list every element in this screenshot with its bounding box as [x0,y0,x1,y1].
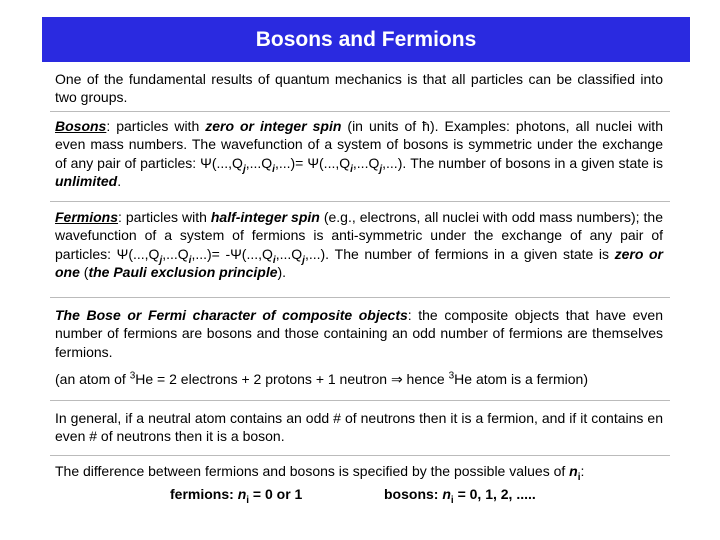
fermions-eq: ,...). [304,245,335,262]
example-line [55,370,663,388]
divider [50,455,670,456]
difference-sub: i [577,471,581,483]
bosons-eq: Ψ(...,Q [200,154,243,171]
difference-line [55,462,663,483]
divider [50,111,670,112]
bosons-eq: ,...Q [352,154,380,171]
divider [50,400,670,401]
bosons-eq: ,...). [382,154,411,171]
bosons-values [384,486,536,506]
eq-sub: j [302,254,305,266]
bosons-count: . [117,172,122,189]
fermions-term: Fermions [55,209,119,225]
fermions-text: : particles with [118,209,211,225]
bosons-values-value: = 0, 1, 2, ..... [453,486,536,502]
eq-sub: j [159,254,163,266]
eq-sub: i [350,163,353,175]
bosons-text: : particles with [106,118,206,134]
fermions-count: ). [277,263,287,280]
composite-paragraph [55,306,663,361]
fermions-eq: ,...Q [162,245,189,262]
bosons-spin: zero or integer spin [205,118,342,134]
bosons-term: Bosons [55,118,107,134]
fermions-values-label: fermions: [170,486,238,502]
eq-sub: i [188,254,192,266]
example-text: He = 2 electrons + 2 protons + 1 neutron [135,371,391,387]
divider [50,201,670,202]
fermions-count: ( [79,263,89,280]
fermions-eq: ,...Q [275,245,303,262]
intro-paragraph: One of the fundamental results of quantum mechanics is that all particles can be classified into two groups. [55,71,663,106]
fermions-eq: Ψ(...,Q [116,245,160,262]
fermions-count: The number of fermions in a given state is [334,245,615,262]
page-title: Bosons and Fermions [255,27,477,51]
eq-sub: j [242,163,246,175]
difference-text: The difference between fermions and bosons is specified by the possible values of [55,463,570,479]
eq-sub: i [272,254,276,266]
composite-head: The Bose or Fermi character of composite objects [55,307,408,323]
example-text: (an atom of [55,371,130,387]
fermions-eq: ,...)= -Ψ(...,Q [191,245,273,262]
fermions-paragraph [55,208,663,281]
mass-number: 3 [448,370,455,382]
composite-body: : the composite objects that have even number of fermions are bosons and those containing an odd number of fermions are themselves fermions. [55,307,663,360]
implies-icon: ⇒ [390,371,403,387]
fermions-spin: half-integer spin [210,209,320,225]
bosons-eq: ,...)= Ψ(...,Q [274,154,351,171]
mass-number: 3 [129,370,136,382]
bosons-paragraph [55,117,663,190]
bosons-eq: ,...Q [245,154,273,171]
bosons-count: The number of bosons in a given state is [410,154,663,171]
bosons-values-label: bosons: [384,486,443,502]
fermions-values-var: n [237,486,247,502]
fermions-values-value: = 0 or 1 [249,486,303,502]
fermions-values [170,486,303,506]
fermions-values-sub: i [246,494,250,506]
bosons-count-value: unlimited [55,172,118,189]
pauli-principle: the Pauli exclusion principle [88,263,278,280]
eq-sub: i [272,163,275,175]
title-bar [42,17,690,62]
bosons-values-sub: i [450,494,454,506]
bosons-desc: (in units of ħ). Examples: photons, all nuclei with even mass numbers. The wavefunction of a system of bosons is symmetric under the exchange of any pair of particles: [55,118,663,171]
general-paragraph: In general, if a neutral atom contains an odd # of neutrons then it is a fermion, and if it contains en even # of neutrons then it is a boson. [55,410,663,445]
example-text: He atom is a fermion) [454,371,588,387]
difference-colon: : [580,463,585,479]
bosons-values-var: n [442,486,451,502]
difference-var: n [569,463,578,479]
divider [50,297,670,298]
eq-sub: j [379,163,383,175]
fermions-desc: (e.g., electrons, all nuclei with odd mass numbers); the wavefunction of a system of fermions is anti-symmetric under the exchange of any pair of particles: [55,209,663,262]
fermions-count-value: zero or one [55,245,663,280]
example-text: hence [402,371,449,387]
